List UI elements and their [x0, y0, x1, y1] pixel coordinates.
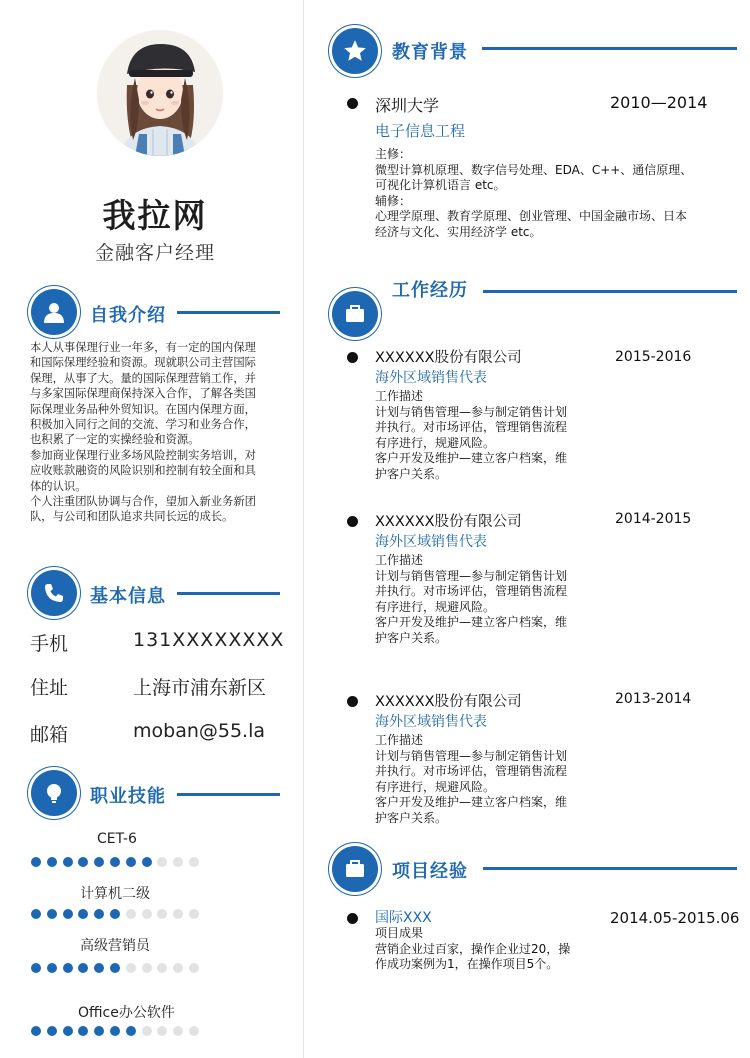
intro-paragraph: 个人注重团队协调与合作，望加入新业务新团队，与公司和团队追求共同长远的成长。: [30, 495, 256, 524]
job-role: 海外区域销售代表: [375, 714, 487, 730]
basic-info-heading: 基本信息: [90, 586, 166, 607]
address-label: 住址: [30, 677, 69, 699]
skill-dot-filled: [63, 909, 73, 919]
major: 电子信息工程: [375, 122, 466, 140]
skill-dot-filled: [94, 963, 104, 973]
skill-dot-filled: [126, 1026, 136, 1036]
skill-dot-empty: [126, 963, 136, 973]
section-rule: [177, 311, 280, 314]
skill-dot-filled: [31, 909, 41, 919]
skill-dot-empty: [173, 963, 183, 973]
skill-dot-filled: [110, 857, 120, 867]
skill-dot-filled: [142, 857, 152, 867]
skill-dot-empty: [157, 1026, 167, 1036]
skill-dot-filled: [63, 1026, 73, 1036]
project-description: 项目成果 营销企业过百家，操作企业过20，操 作成功案例为1，在操作项目5个。: [375, 926, 571, 971]
skill-dot-filled: [63, 963, 73, 973]
skill-dot-empty: [189, 909, 199, 919]
skill-dot-empty: [189, 963, 199, 973]
skill-dot-empty: [126, 909, 136, 919]
skill-dot-empty: [189, 857, 199, 867]
school-name: 深圳大学: [375, 96, 440, 115]
avatar: [97, 30, 223, 156]
skill-meter: [31, 857, 199, 867]
skill-dot-filled: [78, 857, 88, 867]
skill-dot-empty: [173, 909, 183, 919]
intro-paragraph: 参加商业保理行业多场风险控制实务培训，对应收账款融资的风险识别和控制有较全面和具体的认识。: [30, 448, 256, 493]
skill-dot-empty: [142, 909, 152, 919]
phone-value: 131XXXXXXXX: [133, 629, 285, 651]
section-rule: [177, 592, 280, 595]
skill-name: 计算机二级: [80, 886, 150, 902]
skill-name: Office办公软件: [78, 1005, 175, 1021]
job-years: 2013-2014: [615, 691, 692, 707]
skill-dot-filled: [78, 909, 88, 919]
job-years: 2014-2015: [615, 511, 692, 527]
skill-dot-filled: [110, 1026, 120, 1036]
project-name: 国际XXX: [375, 910, 432, 926]
section-rule: [177, 793, 280, 796]
phone-label: 手机: [30, 633, 69, 655]
skill-dot-filled: [47, 963, 57, 973]
intro-paragraph: 本人从事保理行业一年多，有一定的国内保理和国际保理经验和资源。现就职公司主营国际保理，从事了大。量的国际保理营销工作，并与多家国际保理商保持深入合作，了解各类国际保理业务品种外贸知识。在国内保理方面，积极加入同行之间的交流、学习和业务合作，也积累了一定的实操经验和资源。: [30, 341, 256, 447]
skill-meter: [31, 1026, 199, 1036]
projects-heading: 项目经验: [392, 861, 468, 882]
person-name: 我拉网: [102, 196, 208, 235]
project-years: 2014.05-2015.06: [610, 909, 740, 927]
bullet: [347, 98, 358, 109]
skill-dot-empty: [142, 963, 152, 973]
education-years: 2010—2014: [610, 93, 708, 112]
bullet: [347, 696, 358, 707]
skill-name: 高级营销员: [80, 938, 150, 954]
skill-dot-filled: [31, 963, 41, 973]
skill-meter: [31, 963, 199, 973]
column-divider: [303, 0, 304, 1058]
skill-meter: [31, 909, 199, 919]
skill-name: CET-6: [97, 831, 137, 847]
user-icon: [31, 289, 77, 335]
skill-dot-filled: [47, 909, 57, 919]
phone-icon: [31, 570, 77, 616]
skill-dot-empty: [157, 857, 167, 867]
star-icon: [332, 28, 378, 74]
job-description: 工作描述 计划与销售管理—参与制定销售计划 并执行。对市场评估，管理销售流程 有序进行，规避风险。 客户开发及维护—建立客户档案，维 护客户关系。: [375, 553, 568, 645]
job-role: 海外区域销售代表: [375, 370, 487, 386]
section-rule: [483, 290, 737, 293]
skill-dot-empty: [157, 963, 167, 973]
skill-dot-filled: [126, 857, 136, 867]
skill-dot-filled: [78, 1026, 88, 1036]
skill-dot-filled: [47, 1026, 57, 1036]
self-intro-heading: 自我介绍: [90, 305, 166, 326]
skill-dot-empty: [189, 1026, 199, 1036]
company-name: XXXXXX股份有限公司: [375, 694, 522, 710]
briefcase-icon: [332, 291, 378, 337]
skills-heading: 职业技能: [90, 786, 166, 807]
job-role: 海外区域销售代表: [375, 534, 487, 550]
skill-dot-filled: [110, 909, 120, 919]
work-heading: 工作经历: [392, 280, 468, 301]
address-value: 上海市浦东新区: [133, 677, 267, 699]
skill-dot-filled: [78, 963, 88, 973]
skill-dot-empty: [142, 1026, 152, 1036]
skill-dot-filled: [94, 909, 104, 919]
skill-dot-filled: [63, 857, 73, 867]
job-years: 2015-2016: [615, 349, 692, 365]
section-rule: [482, 47, 737, 50]
education-heading: 教育背景: [392, 42, 468, 63]
email-value[interactable]: moban@55.la: [133, 720, 266, 742]
bullet: [347, 913, 358, 924]
skill-dot-filled: [94, 1026, 104, 1036]
email-label: 邮箱: [30, 724, 69, 746]
skill-dot-filled: [94, 857, 104, 867]
skill-dot-empty: [157, 909, 167, 919]
job-title: 金融客户经理: [94, 242, 215, 264]
skill-dot-filled: [31, 857, 41, 867]
briefcase-icon: [332, 846, 378, 892]
skill-dot-filled: [47, 857, 57, 867]
lightbulb-icon: [31, 770, 77, 816]
bullet: [347, 352, 358, 363]
skill-dot-empty: [173, 1026, 183, 1036]
bullet: [347, 516, 358, 527]
skill-dot-filled: [110, 963, 120, 973]
company-name: XXXXXX股份有限公司: [375, 350, 522, 366]
section-rule: [483, 867, 737, 870]
self-intro-text: [30, 340, 262, 525]
skill-dot-empty: [173, 857, 183, 867]
job-description: 工作描述 计划与销售管理—参与制定销售计划 并执行。对市场评估，管理销售流程 有序进行，规避风险。 客户开发及维护—建立客户档案，维 护客户关系。: [375, 733, 568, 825]
job-description: 工作描述 计划与销售管理—参与制定销售计划 并执行。对市场评估，管理销售流程 有序进行，规避风险。 客户开发及维护—建立客户档案，维 护客户关系。: [375, 389, 568, 481]
education-details: 主修： 微型计算机原理、数字信号处理、EDA、C++、通信原理、 可视化计算机语言 etc。 辅修： 心理学原理、教育学原理、创业管理、中国金融市场、日本 经济与文化、实用经济学 etc。: [375, 147, 693, 239]
skill-dot-filled: [31, 1026, 41, 1036]
company-name: XXXXXX股份有限公司: [375, 514, 522, 530]
